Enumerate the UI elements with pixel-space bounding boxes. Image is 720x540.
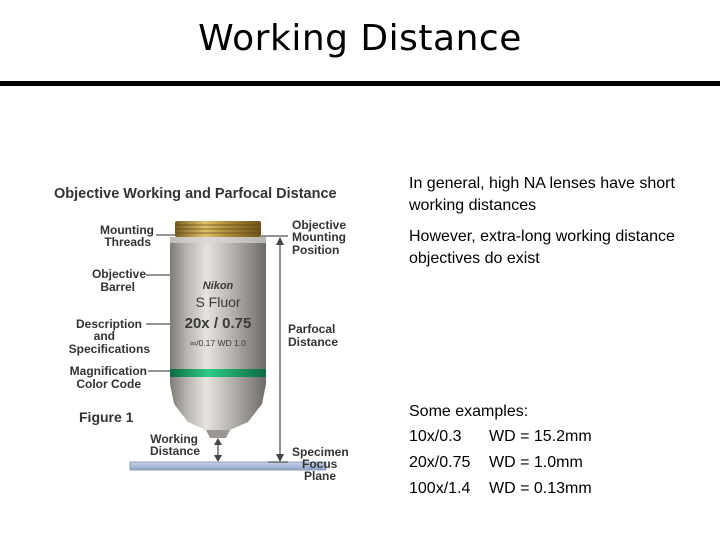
example-row (409, 424, 592, 450)
example-wd: WD = 1.0mm (489, 454, 583, 471)
label-objective-barrel-1: Objective (91, 267, 146, 281)
lens-model: S Fluor (195, 294, 241, 310)
parfocal-dimension (276, 237, 284, 462)
label-description-2: and (93, 329, 115, 343)
label-magnification-2: Color Code (76, 377, 141, 391)
label-specimen-3: Plane (304, 469, 337, 483)
paragraph-extra-long: However, extra-long working distance objectives do exist (409, 228, 675, 267)
slide-title: Working Distance (198, 18, 522, 59)
working-distance-dimension (214, 438, 222, 462)
paragraph-high-na: In general, high NA lenses have short working distances (409, 175, 675, 214)
figure-title: Objective Working and Parfocal Distance (54, 186, 337, 202)
label-mounting-position-3: Position (292, 243, 340, 257)
label-parfocal-2: Distance (288, 335, 339, 349)
figure-caption: Figure 1 (79, 409, 134, 425)
label-description-1: Description (75, 317, 142, 331)
example-lens: 20x/0.75 (409, 454, 471, 471)
label-objective-barrel-2: Barrel (100, 280, 135, 294)
example-wd: WD = 15.2mm (489, 428, 592, 445)
label-magnification-1: Magnification (69, 364, 147, 378)
examples-heading: Some examples: (409, 403, 529, 420)
example-lens: 100x/1.4 (409, 480, 471, 497)
example-row (409, 450, 592, 476)
barrel-collar (170, 237, 266, 243)
objective-figure (48, 176, 380, 492)
label-specimen-1: Specimen (292, 445, 349, 459)
examples-list (409, 400, 592, 502)
example-row (409, 476, 592, 502)
label-specimen-2: Focus (302, 457, 338, 471)
lens-mag-na: 20x / 0.75 (184, 315, 252, 332)
magnification-color-band (170, 369, 266, 377)
label-mounting-threads-2: Threads (104, 235, 151, 249)
objective-diagram (48, 176, 380, 492)
label-working-distance-1: Working (150, 432, 198, 446)
example-wd: WD = 0.13mm (489, 480, 592, 497)
label-description-3: Specifications (68, 342, 150, 356)
example-lens: 10x/0.3 (409, 428, 462, 445)
front-lens-part (206, 430, 230, 438)
label-mounting-threads-1: Mounting (100, 223, 154, 237)
label-mounting-position-2: Mounting (292, 230, 346, 244)
label-working-distance-2: Distance (149, 444, 200, 458)
objective-barrel-part (170, 237, 266, 430)
lens-specs: ∞/0.17 WD 1.0 (190, 338, 246, 348)
label-parfocal-1: Parfocal (288, 322, 336, 336)
title-divider (0, 81, 720, 86)
specimen-slide (130, 462, 326, 470)
label-mounting-position-1: Objective (292, 218, 347, 232)
lens-brand: Nikon (202, 280, 234, 292)
